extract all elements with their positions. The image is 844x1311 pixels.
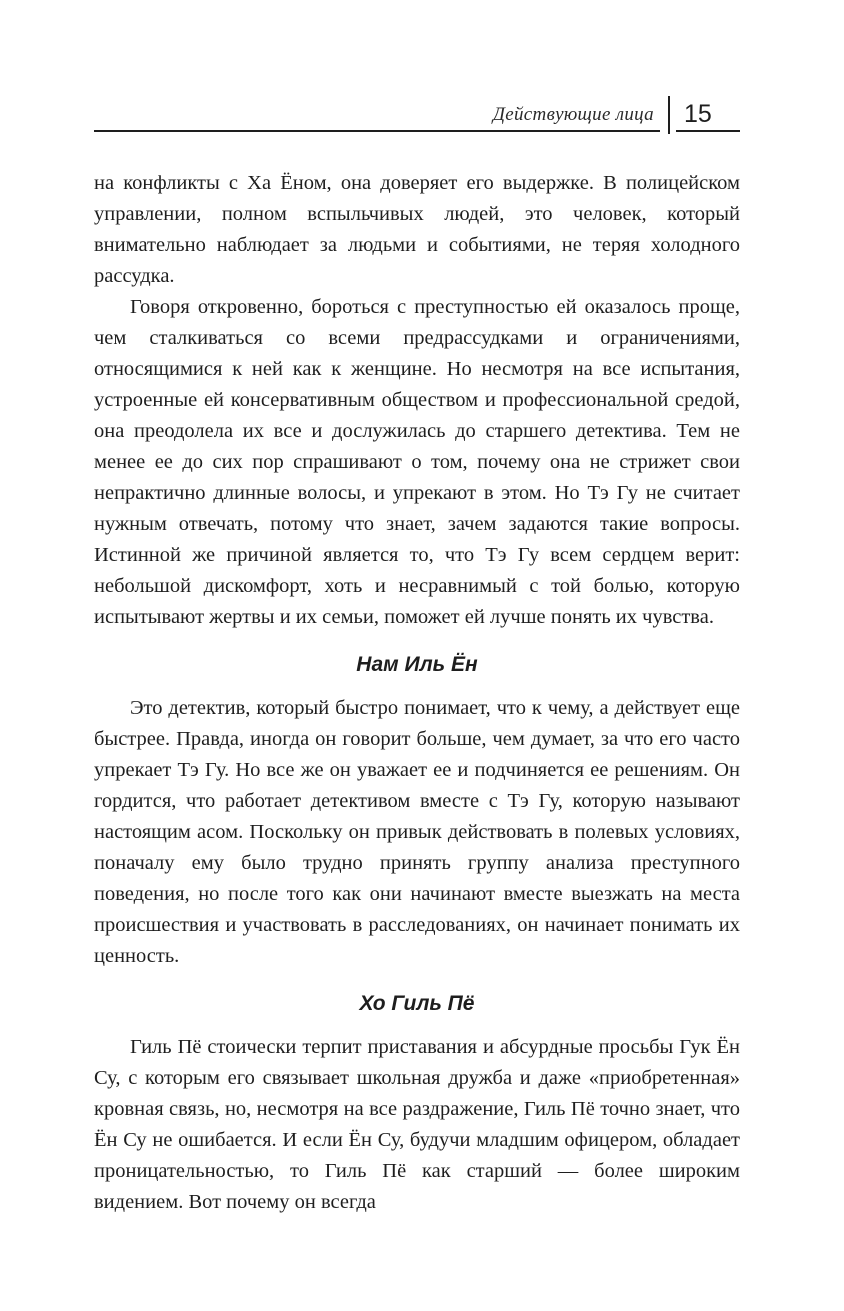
section-heading-kho-gil-pyo: Хо Гиль Пё (359, 992, 475, 1015)
paragraph-continued: на конфликты с Ха Ёном, она доверяет его выдержке. В полицейском управлении, полном вспыльчивых людей, это человек, который внимательно наблюдает за людьми и событиями, не теряя холодного рассудка. (94, 172, 740, 287)
paragraph: Гиль Пё стоически терпит приставания и абсурдные просьбы Гук Ён Су, с которым его связывает школьная дружба и даже «приобретенная» кровная связь, но, несмотря на все раздражение, Гиль Пё точно знает, что Ён Су не ошибается. И если Ён Су, будучи младшим офицером, обладает проницательностью, то Гиль Пё как старший — более широким видением. Вот почему он всегда (94, 1036, 740, 1213)
paragraph: Это детектив, который быстро понимает, что к чему, а действует еще быстрее. Правда, иногда он говорит больше, чем думает, за что его часто упрекает Тэ Гу. Но все же он уважает ее и подчиняется ее решениям. Он гордится, что работает детективом вместе с Тэ Гу, которую называют настоящим асом. Поскольку он привык действовать в полевых условиях, поначалу ему было трудно принять группу анализа преступного поведения, но после того как они начинают вместе выезжать на места происшествия и участвовать в расследованиях, он начинает понимать их ценность. (94, 697, 740, 967)
section-heading-nam-il-yon: Нам Иль Ён (356, 653, 478, 676)
running-header (94, 96, 740, 136)
paragraph: Говоря откровенно, бороться с преступностью ей оказалось проще, чем сталкиваться со всеми предрассудками и ограничениями, относящимися к ней как к женщине. Но несмотря на все испытания, устроенные ей консервативным обществом и профессиональной средой, она преодолела их все и дослужилась до старшего детектива. Тем не менее ее до сих пор спрашивают о том, почему она не стрижет свои непрактично длинные волосы, и упрекают в этом. Но Тэ Гу не считает нужным отвечать, потому что знает, зачем задаются такие вопросы. Истинной же причиной является то, что Тэ Гу всем сердцем верит: небольшой дискомфорт, хоть и несравнимый с той болью, которую испытывают жертвы и их семьи, поможет ей лучше понять их чувства. (94, 296, 740, 628)
header-separator (668, 96, 670, 134)
page-number: 15 (684, 100, 712, 128)
page-body (94, 168, 740, 1218)
page-number-rule (676, 130, 740, 132)
running-header-title: Действующие лица (492, 104, 654, 125)
header-rule (94, 130, 660, 132)
